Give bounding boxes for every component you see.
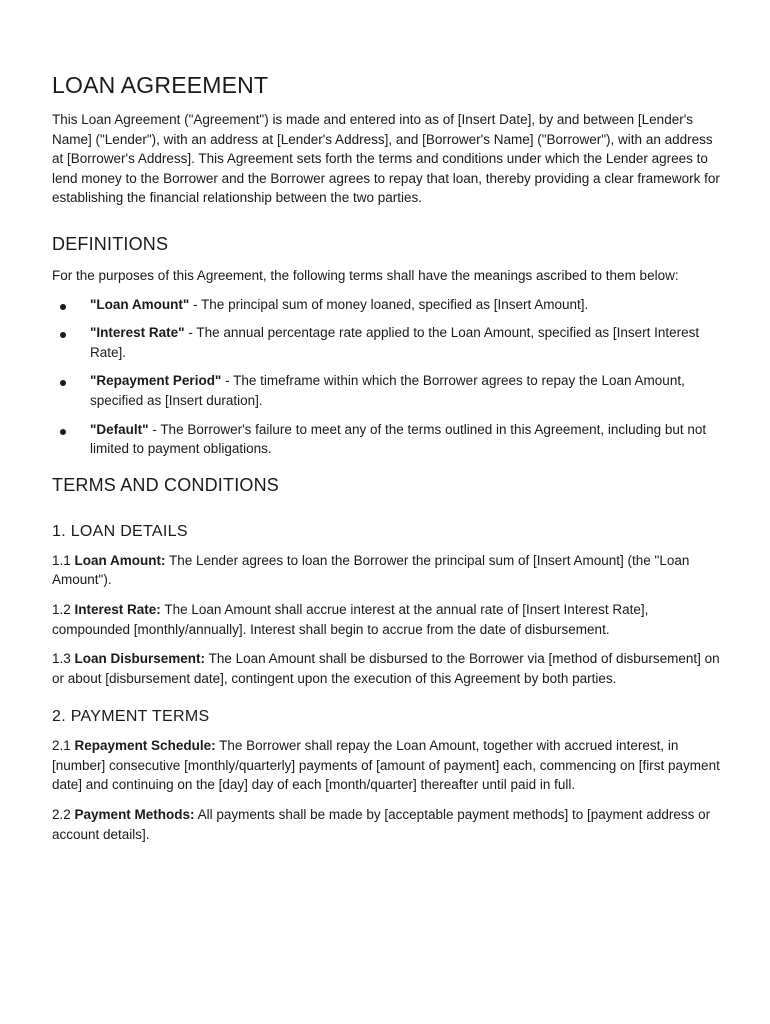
intro-paragraph: This Loan Agreement ("Agreement") is made and entered into as of [Insert Date], by and between [Lender's Name] ("Lender"), with an address at [Lender's Address], and [Borrower's Name] ("Borrower"), with an address at [Borrower's Address]. This Agreement sets forth the terms and conditions under which the Lender agrees to lend money to the Borrower and the Borrower agrees to repay that loan, thereby providing a clear framework for establishing the financial relationship between the two parties. — [52, 112, 720, 206]
clause-2-1 — [52, 736, 720, 795]
clause-number: 1.3 — [52, 651, 75, 667]
definition-term: "Repayment Period" — [90, 373, 222, 389]
document-body — [52, 70, 720, 844]
definition-item — [52, 420, 720, 459]
document-title: LOAN AGREEMENT — [52, 72, 269, 98]
clause-number: 1.2 — [52, 601, 75, 617]
definition-item — [52, 323, 720, 362]
clause-number: 1.1 — [52, 552, 75, 568]
clause-number: 2.1 — [52, 738, 75, 754]
definitions-intro: For the purposes of this Agreement, the following terms shall have the meanings ascribed to them below: — [52, 267, 679, 283]
definition-item — [52, 371, 720, 410]
section-1-heading: 1. LOAN DETAILS — [52, 522, 188, 540]
clause-text: The Borrower shall repay the Loan Amount, together with accrued interest, in [number] consecutive [monthly/quarterly] payments of [amount of payment] each, commencing on [first payment date] and continuing on the [day] day of each [month/quarter] thereafter until paid in full. — [52, 738, 720, 793]
clause-number: 2.2 — [52, 807, 75, 823]
definition-item — [52, 295, 720, 315]
terms-heading: TERMS AND CONDITIONS — [52, 474, 280, 495]
definitions-heading: DEFINITIONS — [52, 233, 169, 254]
clause-label: Interest Rate: — [74, 601, 161, 617]
definition-text: - The timeframe within which the Borrower agrees to repay the Loan Amount, specified as [Insert duration]. — [90, 373, 685, 408]
definition-term: "Interest Rate" — [90, 325, 185, 341]
clause-text: The Loan Amount shall be disbursed to the Borrower via [method of disbursement] on or about [disbursement date], contingent upon the execution of this Agreement by both parties. — [52, 651, 720, 686]
clause-1-2 — [52, 600, 720, 639]
clause-1-1 — [52, 551, 720, 590]
definition-term: "Loan Amount" — [90, 296, 190, 312]
clause-2-2 — [52, 805, 720, 844]
definition-text: - The principal sum of money loaned, specified as [Insert Amount]. — [189, 296, 589, 312]
definitions-list — [52, 295, 720, 459]
clause-1-3 — [52, 649, 720, 688]
clause-label: Loan Amount: — [74, 552, 166, 568]
clause-text: The Lender agrees to loan the Borrower the principal sum of [Insert Amount] (the "Loan Amount"). — [52, 552, 690, 588]
clause-label: Payment Methods: — [74, 807, 195, 823]
clause-label: Repayment Schedule: — [74, 738, 216, 754]
definition-term: "Default" — [90, 421, 149, 437]
definition-text: - The annual percentage rate applied to the Loan Amount, specified as [Insert Interest Rate]. — [90, 325, 700, 360]
section-2-heading: 2. PAYMENT TERMS — [52, 708, 210, 726]
definition-text: - The Borrower's failure to meet any of the terms outlined in this Agreement, including but not limited to payment obligations. — [90, 421, 707, 457]
clause-label: Loan Disbursement: — [74, 651, 206, 667]
clause-text: All payments shall be made by [acceptable payment methods] to [payment address or account details]. — [52, 807, 711, 842]
clause-text: The Loan Amount shall accrue interest at the annual rate of [Insert Interest Rate], compounded [monthly/annually]. Interest shall begin to accrue from the date of disbursement. — [52, 601, 649, 637]
